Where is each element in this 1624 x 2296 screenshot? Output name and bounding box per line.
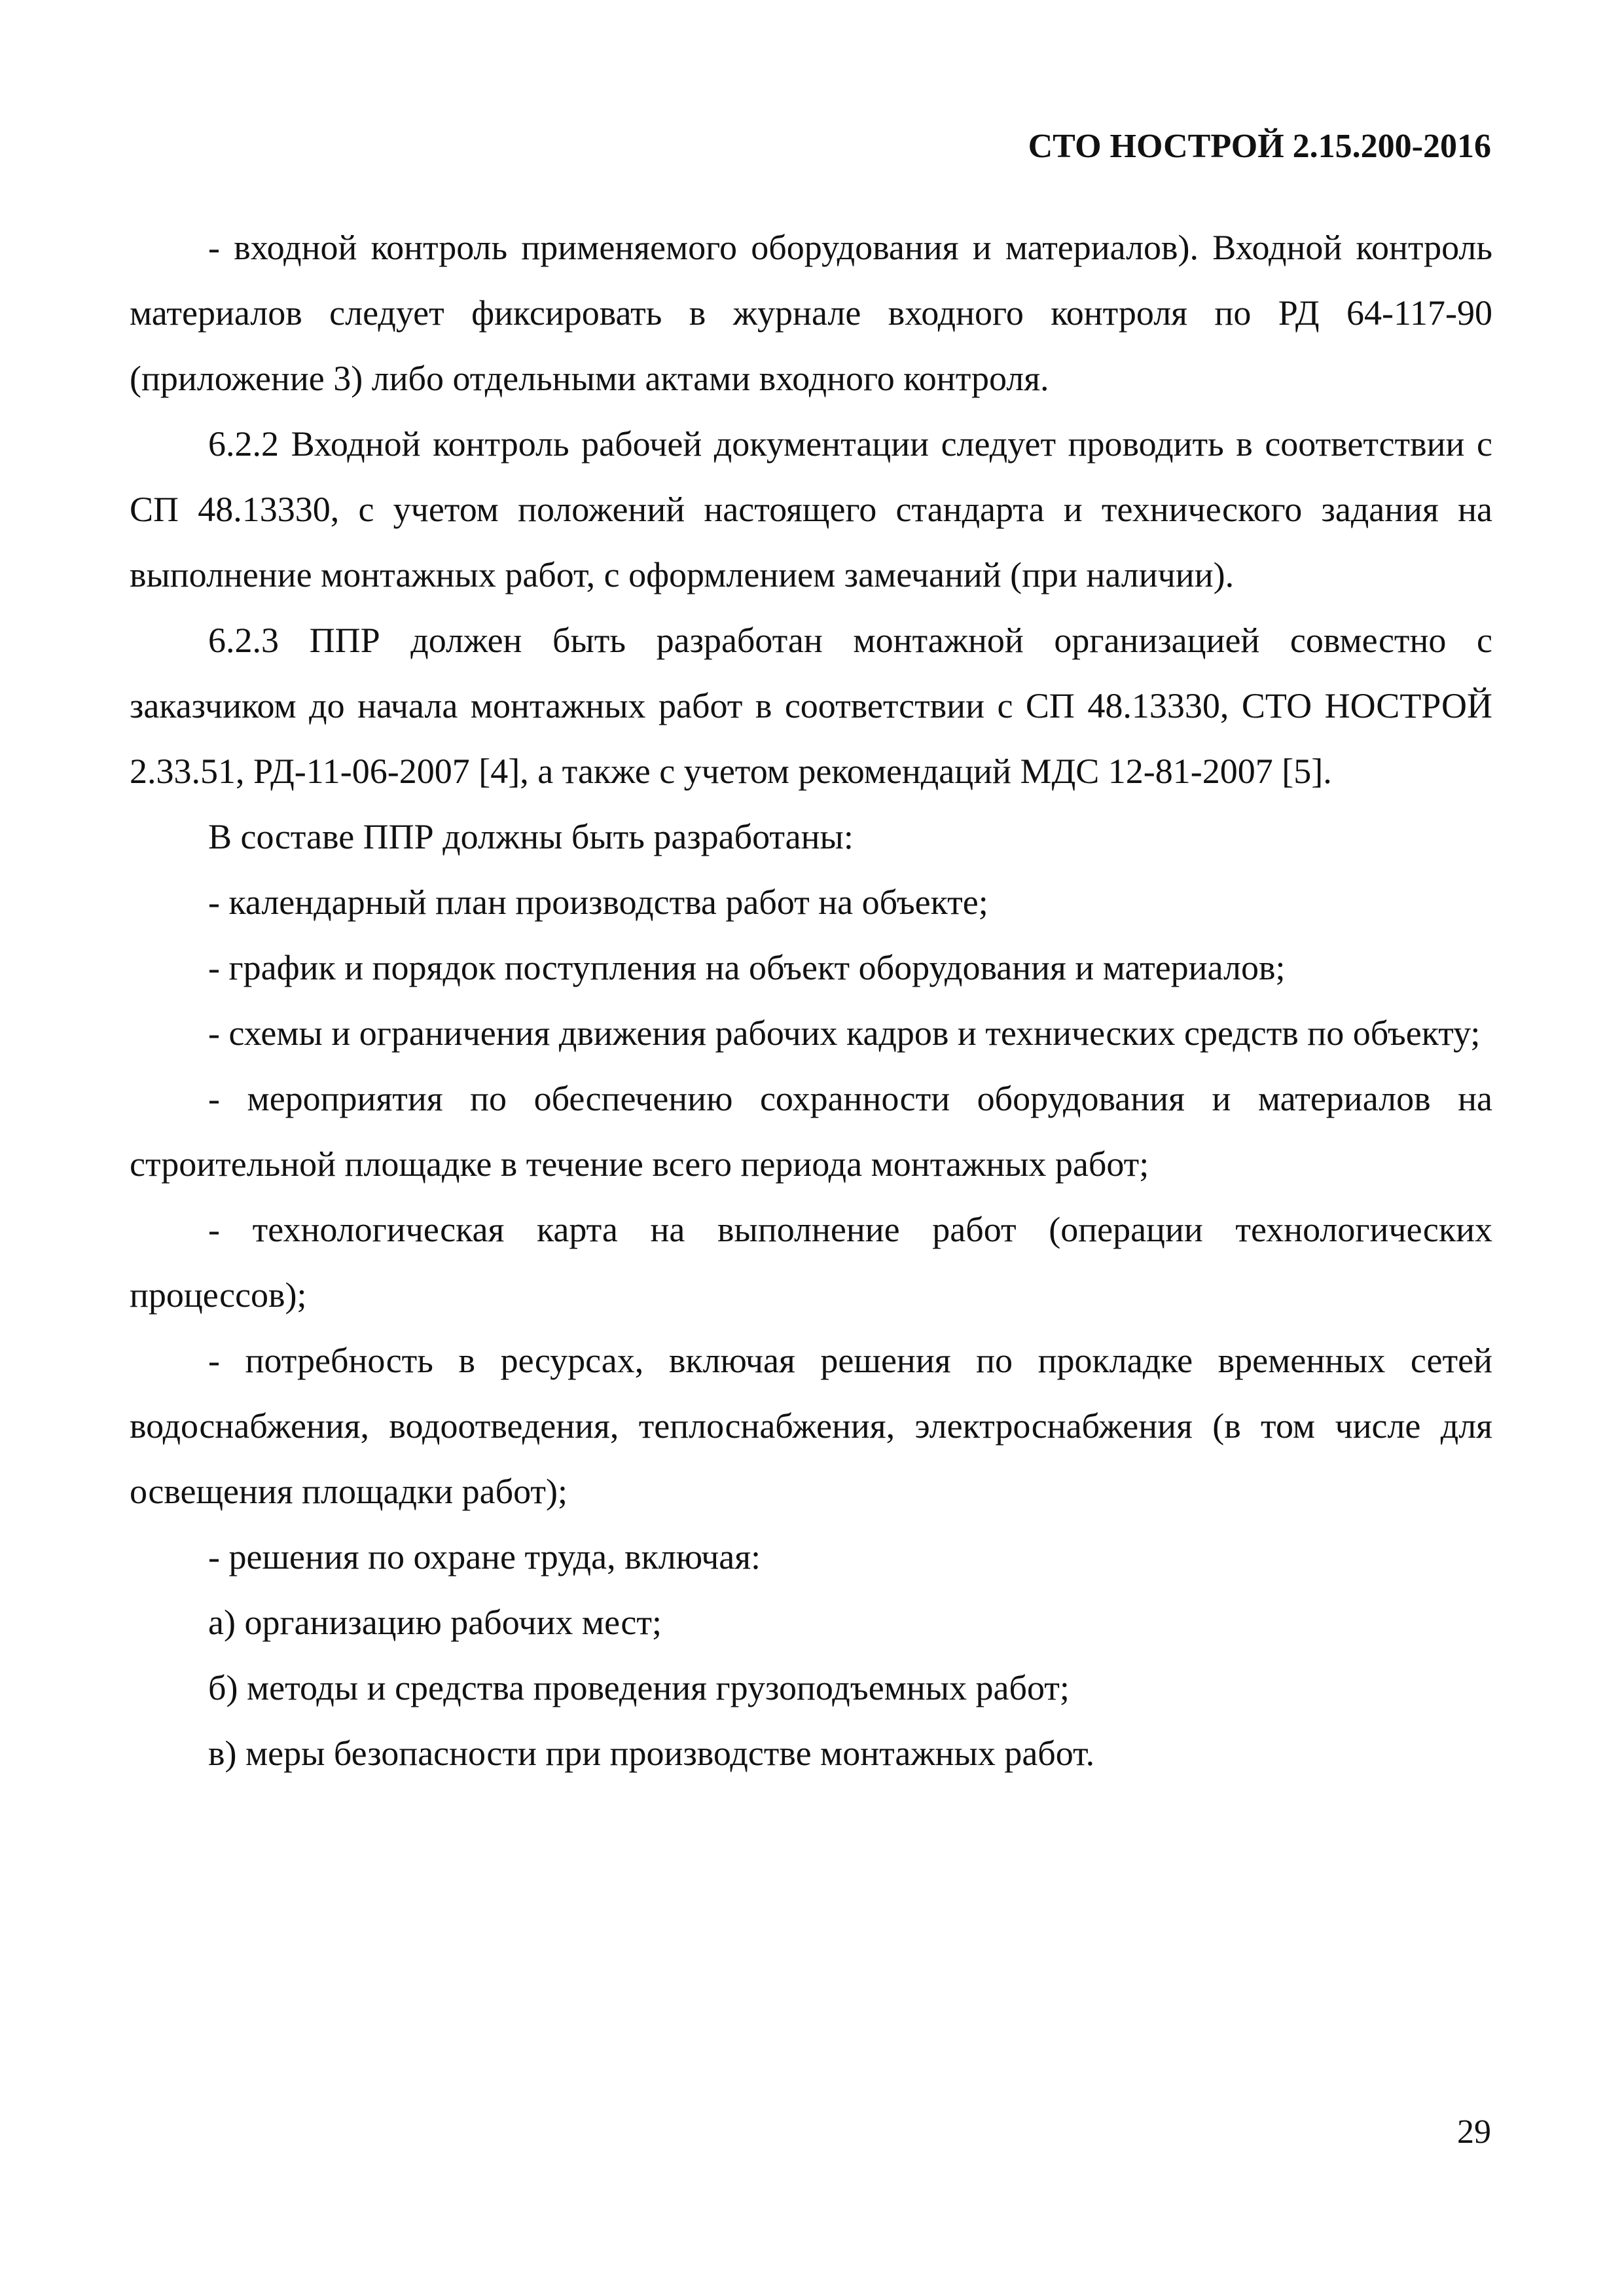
sublist-item-b: б) методы и средства проведения грузоподъемных работ; (208, 1668, 1070, 1707)
list-item-movement-schemes: - схемы и ограничения движения рабочих кадров и технических средств по объекту; (208, 1013, 1481, 1053)
document-header-title: СТО НОСТРОЙ 2.15.200-2016 (1028, 128, 1491, 165)
sublist-item-v: в) меры безопасности при производстве монтажных работ. (208, 1734, 1095, 1773)
list-item-resource-needs: - потребность в ресурсах, включая решения по прокладке временных сетей водоснабжения, водоотведения, теплоснабжения, электроснабжения (в том числе для освещения площадки работ); (130, 1341, 1492, 1511)
paragraph-input-control-materials: - входной контроль применяемого оборудования и материалов). Входной контроль материалов следует фиксировать в журнале входного контроля по РД 64-117-90 (приложение 3) либо отдельными актами входного контроля. (130, 228, 1492, 398)
list-item-calendar-plan: - календарный план производства работ на объекте; (208, 883, 988, 922)
paragraph-6-2-3: 6.2.3 ППР должен быть разработан монтажной организацией совместно с заказчиком до начала монтажных работ в соответствии с СП 48.13330, СТО НОСТРОЙ 2.33.51, РД-11-06-2007 [4], а также с учетом рекомендаций МДС 12-81-2007 [5]. (130, 621, 1492, 791)
list-item-technological-map: - технологическая карта на выполнение работ (операции технологических процессов); (130, 1210, 1492, 1315)
list-item-delivery-schedule: - график и порядок поступления на объект оборудования и материалов; (208, 948, 1286, 987)
paragraph-6-2-2: 6.2.2 Входной контроль рабочей документации следует проводить в соответствии с СП 48.13330, с учетом положений настоящего стандарта и технического задания на выполнение монтажных работ, с оформлением замечаний (при наличии). (130, 424, 1492, 594)
list-item-safekeeping-measures: - мероприятия по обеспечению сохранности оборудования и материалов на строительной площадке в течение всего периода монтажных работ; (130, 1079, 1492, 1184)
page-number: 29 (1457, 2113, 1491, 2151)
sublist-item-a: а) организацию рабочих мест; (208, 1603, 662, 1642)
list-item-labor-protection: - решения по охране труда, включая: (208, 1537, 761, 1576)
document-body (130, 215, 1492, 1786)
paragraph-ppr-composition: В составе ППР должны быть разработаны: (208, 817, 854, 856)
